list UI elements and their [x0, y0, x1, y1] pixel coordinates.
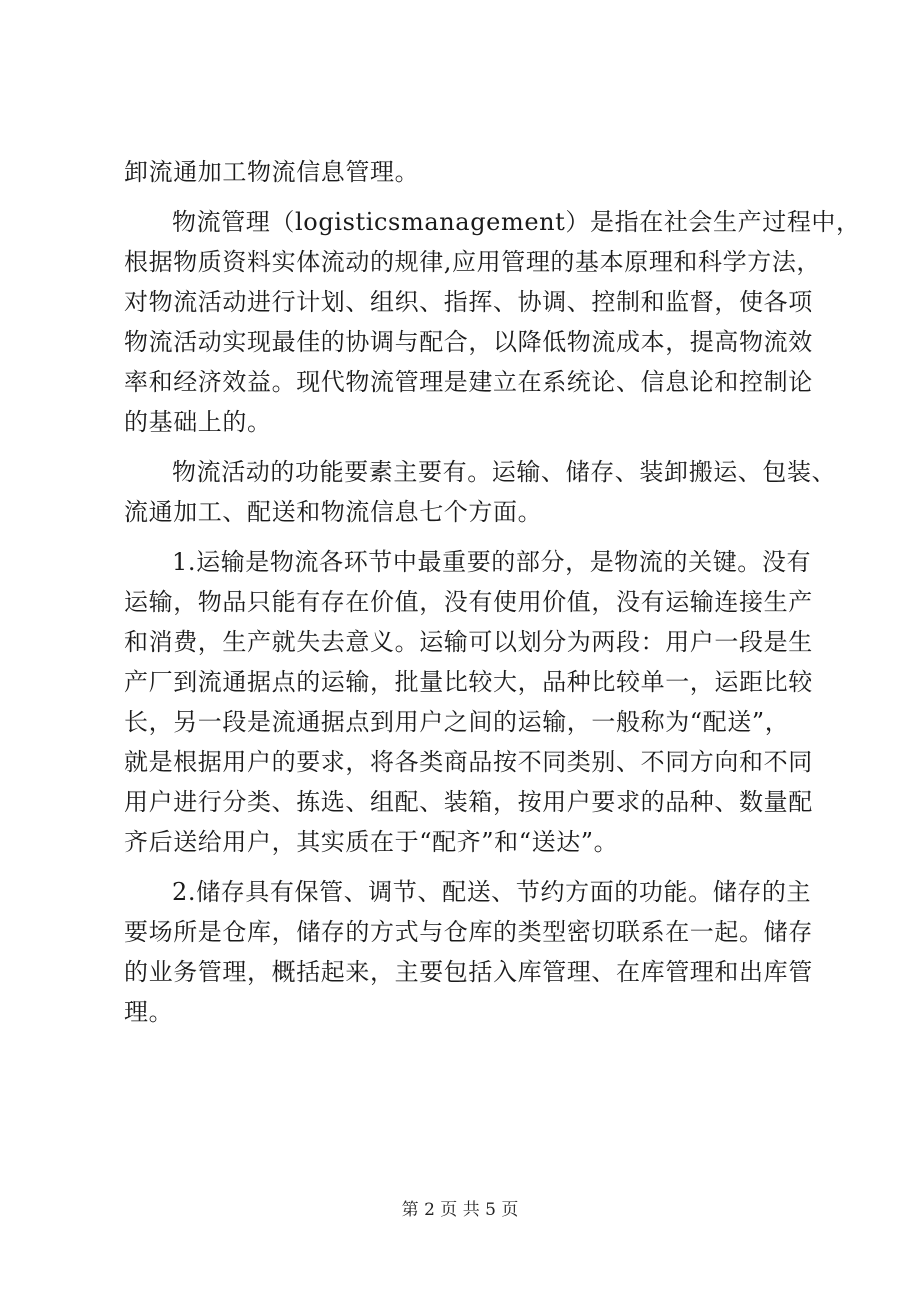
text-line: 根据物质资料实体流动的规律,应用管理的基本原理和科学方法， [124, 248, 822, 276]
text-line: 的业务管理，概括起来，主要包括入库管理、在库管理和出库管 [124, 958, 813, 986]
document-body [124, 152, 861, 1032]
text-line: 要场所是仓库，储存的方式与仓库的类型密切联系在一起。储存 [124, 918, 813, 946]
page-footer: 第 2 页 共 5 页 [401, 1200, 519, 1220]
text-line: 就是根据用户的要求，将各类商品按不同类别、不同方向和不同 [124, 748, 813, 776]
text-line: 和消费，生产就失去意义。运输可以划分为两段：用户一段是生 [124, 628, 813, 656]
paragraph [124, 452, 840, 532]
text-line: 率和经济效益。现代物流管理是建立在系统论、信息论和控制论 [124, 368, 813, 396]
text-line: 理。 [124, 998, 174, 1026]
paragraph [124, 202, 861, 442]
text-line: 用户进行分类、拣选、组配、装箱，按用户要求的品种、数量配 [124, 788, 813, 816]
text-line: 运输，物品只能有存在价值，没有使用价值，没有运输连接生产 [124, 588, 813, 616]
text-line: 物流活动实现最佳的协调与配合，以降低物流成本，提高物流效 [124, 328, 813, 356]
text-line: 的基础上的。 [124, 408, 272, 436]
text-line: 1.运输是物流各环节中最重要的部分，是物流的关键。没有 [172, 548, 812, 576]
paragraph [124, 542, 840, 862]
text-line: 产厂到流通据点的运输，批量比较大，品种比较单一，运距比较 [124, 668, 813, 696]
text-line: 流通加工、配送和物流信息七个方面。 [124, 498, 543, 526]
text-line: 对物流活动进行计划、组织、指挥、协调、控制和监督，使各项 [124, 288, 813, 316]
text-line: 2.储存具有保管、调节、配送、节约方面的功能。储存的主 [172, 878, 812, 906]
text-line: 齐后送给用户，其实质在于“配齐”和“送达”。 [124, 828, 619, 856]
paragraph [124, 872, 840, 1032]
text-line: 物流管理（logisticsmanagement）是指在社会生产过程中， [172, 208, 861, 236]
text-line: 长，另一段是流通据点到用户之间的运输，一般称为“配送”， [124, 708, 790, 736]
text-line: 卸流通加工物流信息管理。 [124, 158, 420, 186]
paragraph [124, 152, 840, 192]
text-line: 物流活动的功能要素主要有。运输、储存、装卸搬运、包装、 [172, 458, 837, 486]
